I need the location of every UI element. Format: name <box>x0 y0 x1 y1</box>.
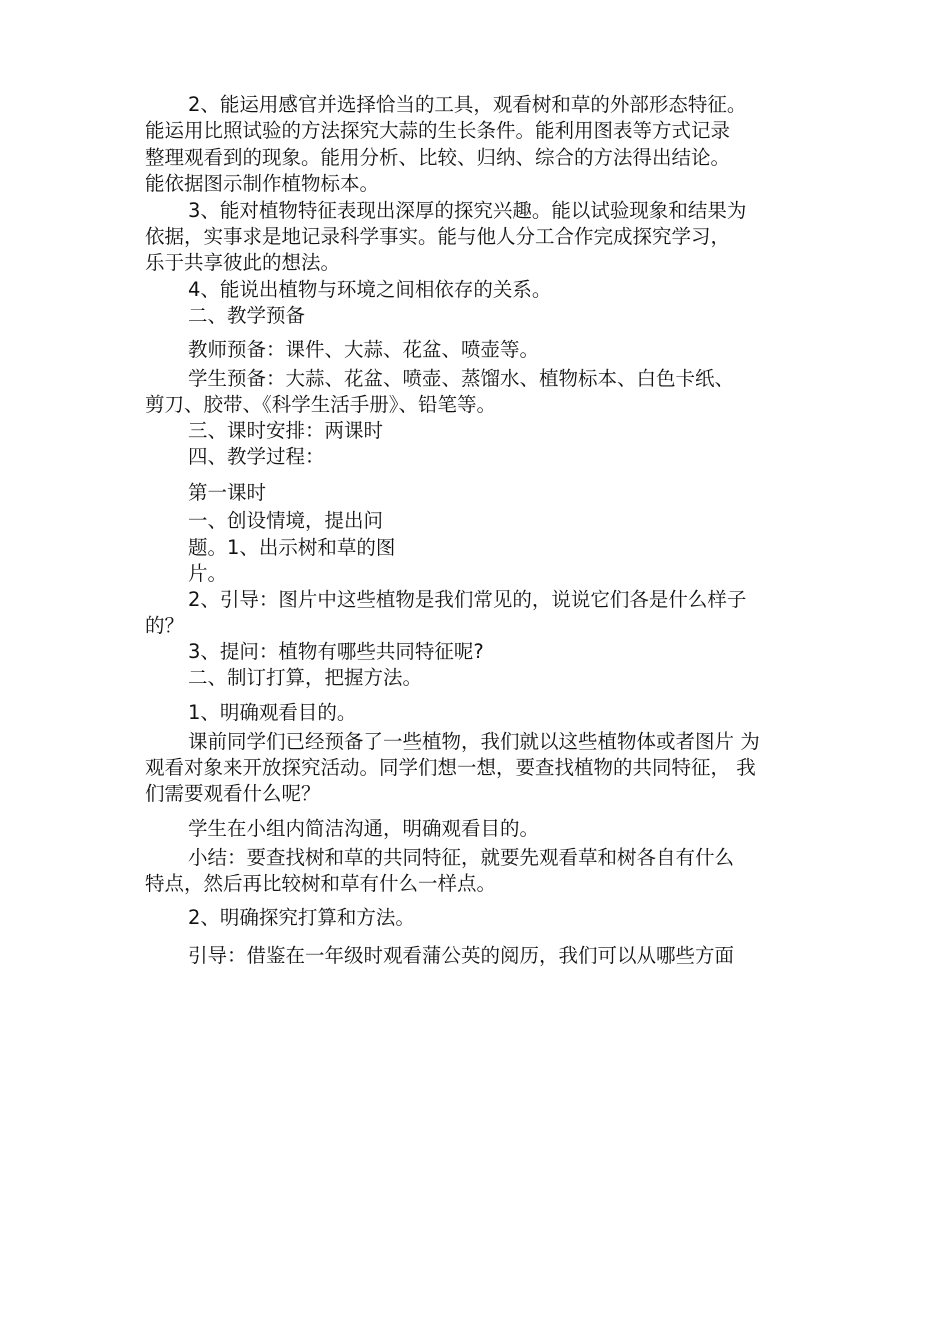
text-line: 依据，实事求是地记录科学事实。能与他人分工合作完成探究学习， <box>145 225 731 248</box>
text-line: 3、能对植物特征表现出深厚的探究兴趣。能以试验现象和结果为 <box>188 199 747 222</box>
text-line: 学生在小组内简洁沟通，明确观看目的。 <box>188 817 540 840</box>
text-line: 一、创设情境，提出问 <box>188 509 384 532</box>
text-line: 们需要观看什么呢？ <box>145 782 321 805</box>
text-line: 题。1、出示树和草的图 <box>188 536 396 559</box>
text-line: 2、明确探究打算和方法。 <box>188 906 415 929</box>
text-line: 片。 <box>188 562 228 585</box>
text-line: 1、明确观看目的。 <box>188 701 357 724</box>
text-line: 特点，然后再比较树和草有什么一样点。 <box>145 872 497 895</box>
text-line: 的？ <box>145 614 185 637</box>
text-line: 小结：要查找树和草的共同特征，就要先观看草和树各自有什么 <box>188 846 735 869</box>
section-heading: 二、教学预备 <box>188 304 306 327</box>
text-line: 引导：借鉴在一年级时观看蒲公英的阅历，我们可以从哪些方面 <box>188 944 735 967</box>
text-line: 课前同学们已经预备了一些植物，我们就以这些植物体或者图片 为 <box>188 730 760 753</box>
text-line: 能运用比照试验的方法探究大蒜的生长条件。能利用图表等方式记录 <box>145 119 731 142</box>
lesson-heading: 第一课时 <box>188 481 267 504</box>
text-line: 3、提问：植物有哪些共同特征呢? <box>188 640 484 663</box>
text-line: 观看对象来开放探究活动。同学们想一想，要查找植物的共同特征， 我 <box>145 756 756 779</box>
text-line: 剪刀、胶带、《科学生活手册》、铅笔等。 <box>145 393 497 416</box>
section-heading: 四、教学过程： <box>188 445 325 468</box>
text-line: 能依据图示制作植物标本。 <box>145 172 380 195</box>
text-line: 教师预备：课件、大蒜、花盆、喷壶等。 <box>188 338 540 361</box>
section-heading: 二、制订打算，把握方法。 <box>188 666 423 689</box>
section-heading: 三、课时安排：两课时 <box>188 419 384 442</box>
text-line: 2、能运用感官并选择恰当的工具，观看树和草的外部形态特征。 <box>188 93 747 116</box>
text-line: 学生预备：大蒜、花盆、喷壶、蒸馏水、植物标本、白色卡纸、 <box>188 367 735 390</box>
text-line: 4、能说出植物与环境之间相依存的关系。 <box>188 278 552 301</box>
text-line: 乐于共享彼此的想法。 <box>145 251 341 274</box>
text-line: 整理观看到的现象。能用分析、比较、归纳、综合的方法得出结论。 <box>145 146 731 169</box>
text-line: 2、引导：图片中这些植物是我们常见的，说说它们各是什么样子 <box>188 588 747 611</box>
